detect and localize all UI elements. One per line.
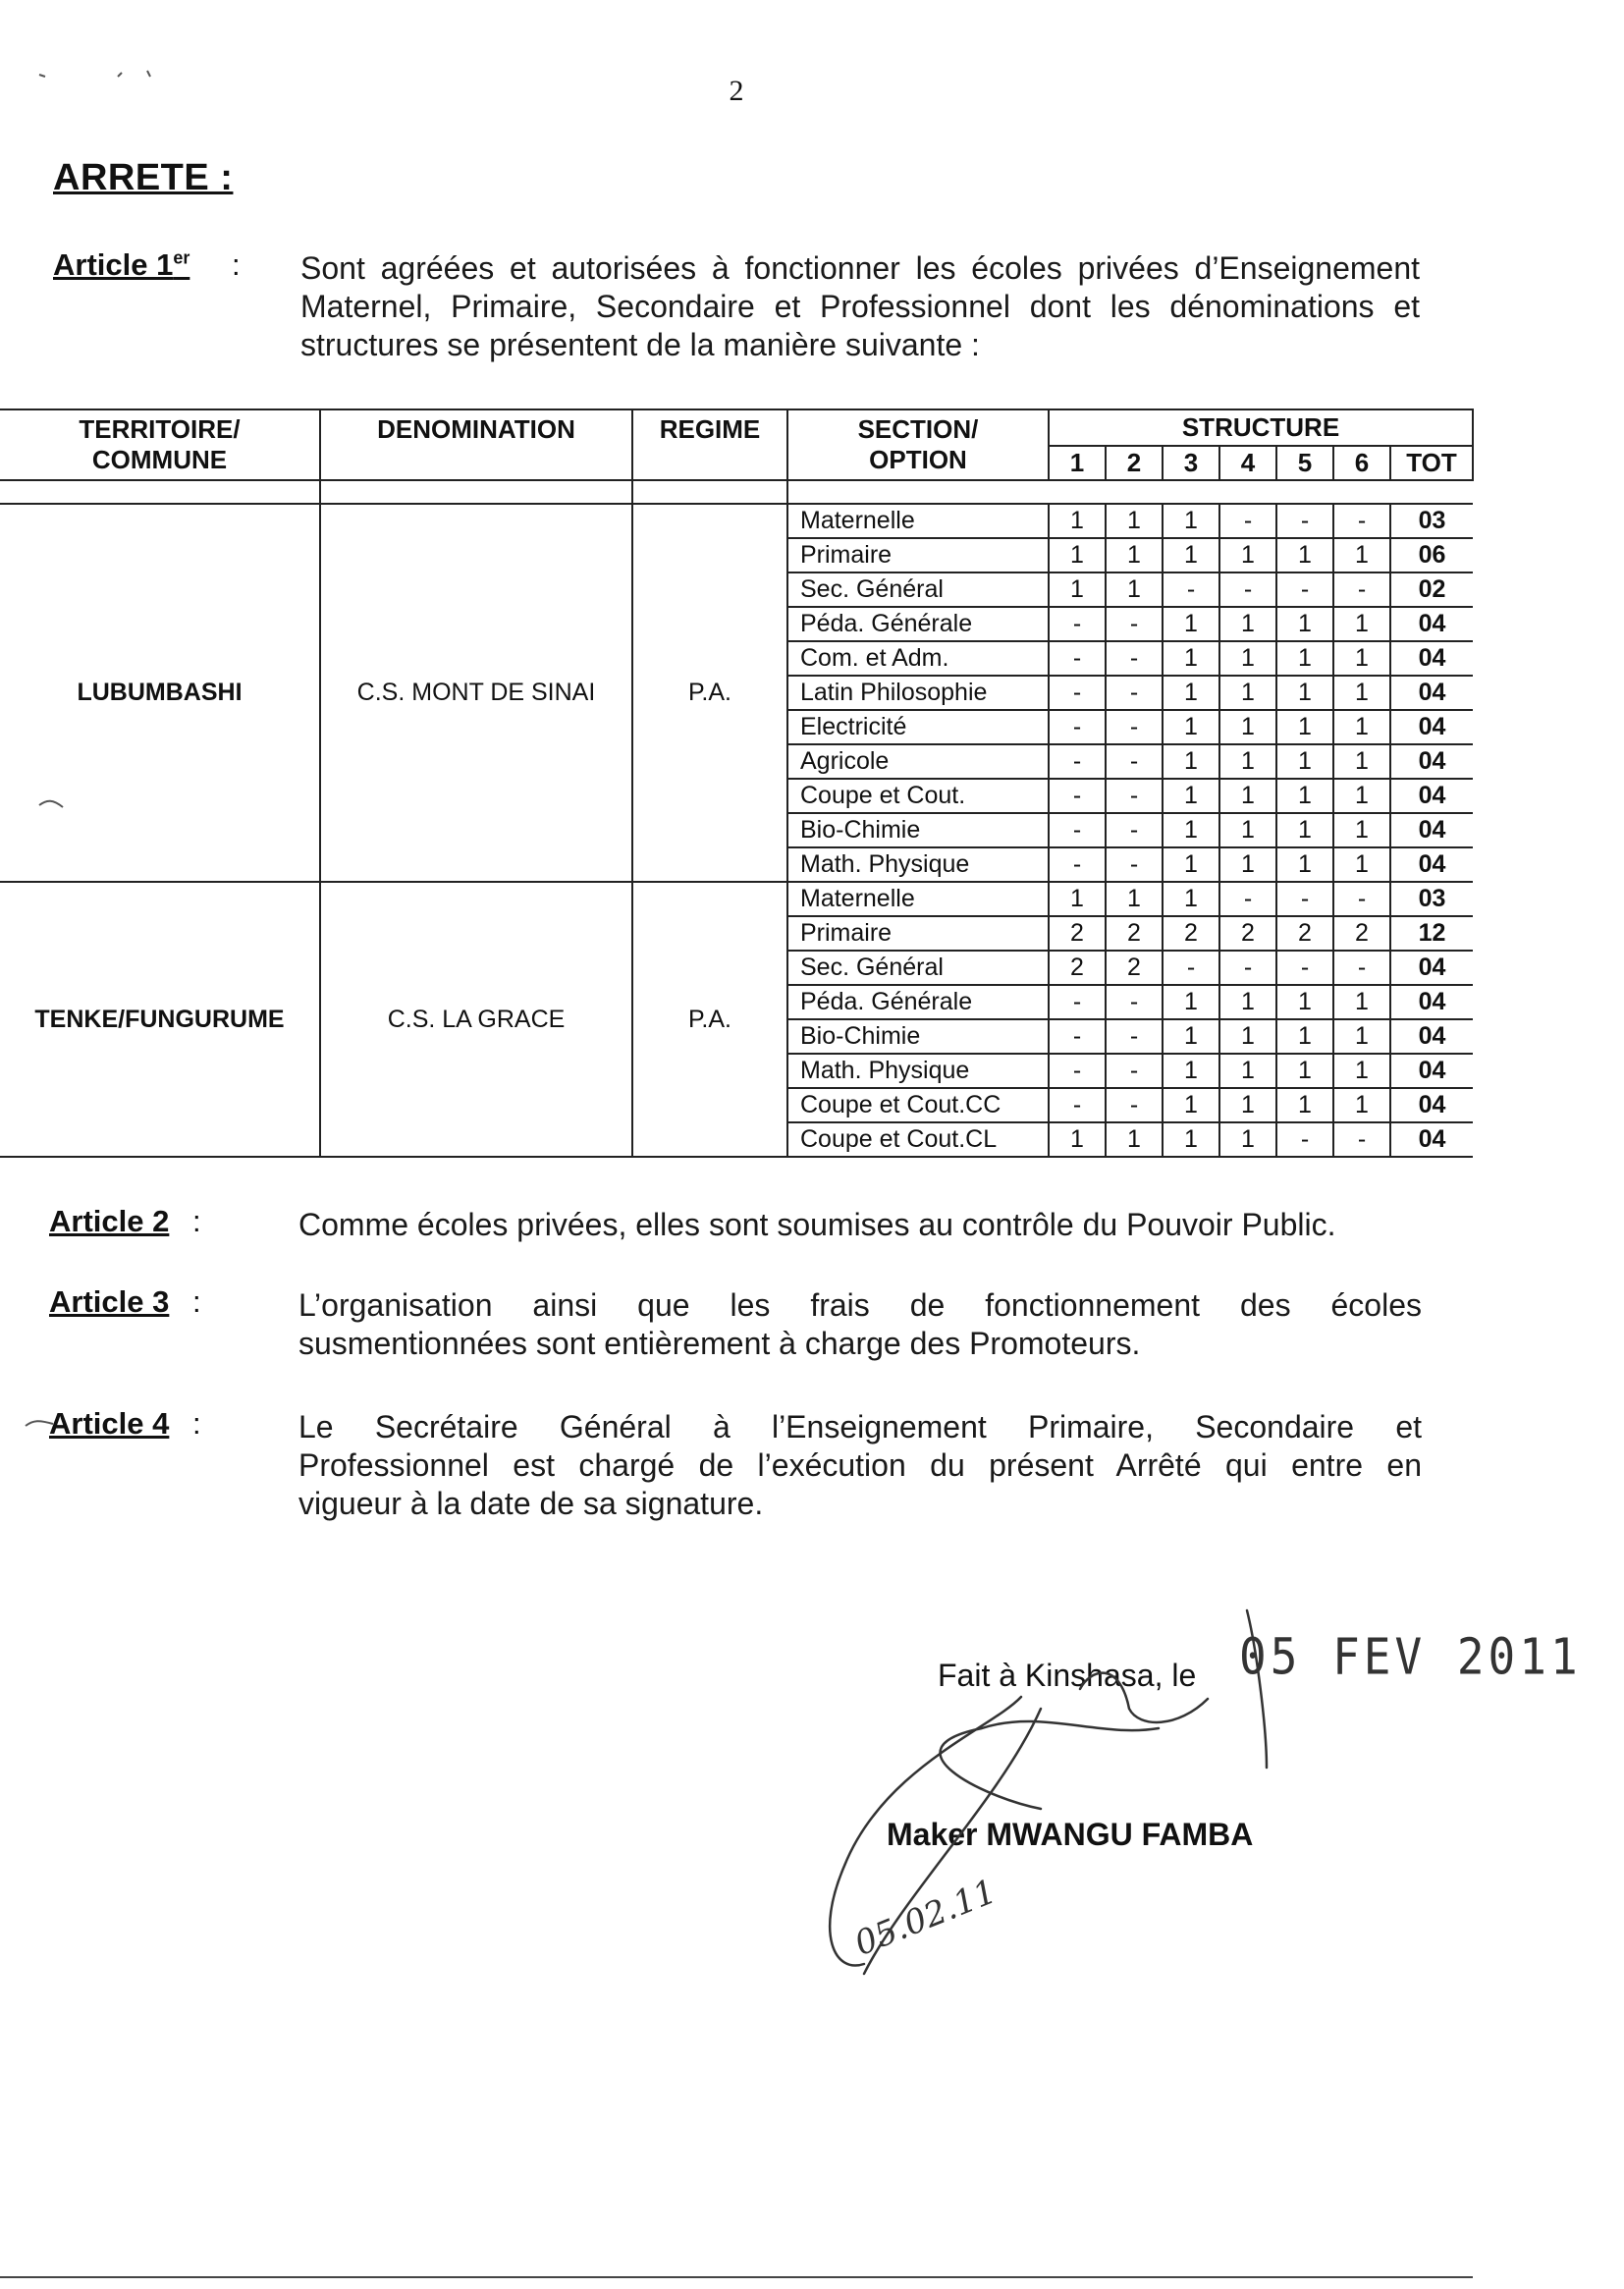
level-cell: - bbox=[1333, 504, 1390, 538]
total-cell: 04 bbox=[1390, 1122, 1473, 1157]
section-cell: Bio-Chimie bbox=[787, 813, 1049, 847]
total-cell: 12 bbox=[1390, 916, 1473, 951]
level-cell: 1 bbox=[1333, 1054, 1390, 1088]
level-cell: 1 bbox=[1106, 882, 1163, 916]
level-cell: 1 bbox=[1276, 985, 1333, 1019]
total-cell: 03 bbox=[1390, 504, 1473, 538]
level-cell: 1 bbox=[1219, 641, 1276, 676]
level-cell: 1 bbox=[1049, 882, 1106, 916]
level-cell: 1 bbox=[1219, 710, 1276, 744]
denomination-cell: C.S. LA GRACE bbox=[320, 882, 632, 1157]
section-cell: Math. Physique bbox=[787, 1054, 1049, 1088]
level-cell: 1 bbox=[1163, 985, 1219, 1019]
level-cell: 1 bbox=[1333, 641, 1390, 676]
header-col: 5 bbox=[1276, 446, 1333, 480]
section-cell: Latin Philosophie bbox=[787, 676, 1049, 710]
total-cell: 04 bbox=[1390, 779, 1473, 813]
article-1-line: Maternel, Primaire, Secondaire et Professionnel dont les dénominations et bbox=[300, 289, 1420, 324]
level-cell: - bbox=[1106, 641, 1163, 676]
scan-mark bbox=[39, 801, 63, 807]
level-cell: - bbox=[1219, 882, 1276, 916]
total-cell: 04 bbox=[1390, 641, 1473, 676]
level-cell: - bbox=[1106, 779, 1163, 813]
level-cell: - bbox=[1106, 1054, 1163, 1088]
level-cell: - bbox=[1049, 1019, 1106, 1054]
scan-mark bbox=[26, 1421, 53, 1426]
level-cell: 2 bbox=[1106, 916, 1163, 951]
article-4-line: Le Secrétaire Général à l’Enseignement Primaire, Secondaire et bbox=[298, 1409, 1422, 1444]
level-cell: 2 bbox=[1106, 951, 1163, 985]
level-cell: - bbox=[1049, 641, 1106, 676]
level-cell: 1 bbox=[1276, 744, 1333, 779]
signature-stroke bbox=[864, 1709, 1041, 1974]
level-cell: 1 bbox=[1163, 710, 1219, 744]
level-cell: - bbox=[1049, 1054, 1106, 1088]
level-cell: 1 bbox=[1049, 1122, 1106, 1157]
level-cell: 1 bbox=[1333, 744, 1390, 779]
level-cell: 1 bbox=[1276, 538, 1333, 572]
level-cell: - bbox=[1333, 951, 1390, 985]
level-cell: 1 bbox=[1049, 538, 1106, 572]
header-structure: STRUCTURE bbox=[1049, 409, 1473, 446]
level-cell: 1 bbox=[1219, 813, 1276, 847]
level-cell: - bbox=[1049, 813, 1106, 847]
article-2-line: Comme écoles privées, elles sont soumises au contrôle du Pouvoir Public. bbox=[298, 1207, 1336, 1242]
level-cell: - bbox=[1276, 1122, 1333, 1157]
level-cell: 2 bbox=[1163, 916, 1219, 951]
level-cell: - bbox=[1219, 504, 1276, 538]
article-4-line: Professionnel est chargé de l’exécution du présent Arrêté qui entre en bbox=[298, 1447, 1422, 1483]
level-cell: 1 bbox=[1219, 1019, 1276, 1054]
section-cell: Maternelle bbox=[787, 882, 1049, 916]
level-cell: 1 bbox=[1106, 504, 1163, 538]
level-cell: 1 bbox=[1163, 1054, 1219, 1088]
level-cell: 1 bbox=[1163, 676, 1219, 710]
signature-stroke bbox=[830, 1697, 1021, 1966]
total-cell: 03 bbox=[1390, 882, 1473, 916]
level-cell: 1 bbox=[1163, 504, 1219, 538]
scan-mark bbox=[39, 71, 150, 77]
section-cell: Primaire bbox=[787, 538, 1049, 572]
header-col: 2 bbox=[1106, 446, 1163, 480]
level-cell: - bbox=[1333, 1122, 1390, 1157]
level-cell: 1 bbox=[1219, 676, 1276, 710]
section-cell: Coupe et Cout.CL bbox=[787, 1122, 1049, 1157]
level-cell: - bbox=[1106, 607, 1163, 641]
level-cell: 1 bbox=[1163, 779, 1219, 813]
level-cell: 1 bbox=[1333, 1088, 1390, 1122]
level-cell: 2 bbox=[1219, 916, 1276, 951]
total-cell: 04 bbox=[1390, 710, 1473, 744]
level-cell: - bbox=[1106, 710, 1163, 744]
section-cell: Com. et Adm. bbox=[787, 641, 1049, 676]
regime-cell: P.A. bbox=[632, 882, 787, 1157]
section-cell: Coupe et Cout. bbox=[787, 779, 1049, 813]
article-4-label: Article 4 bbox=[49, 1406, 170, 1441]
level-cell: 2 bbox=[1276, 916, 1333, 951]
article-1-title: Article 1er bbox=[53, 247, 190, 282]
level-cell: 1 bbox=[1276, 607, 1333, 641]
total-cell: 04 bbox=[1390, 744, 1473, 779]
date-stamp: 05 FEV 2011 bbox=[1239, 1627, 1582, 1686]
level-cell: 1 bbox=[1106, 572, 1163, 607]
level-cell: 1 bbox=[1219, 538, 1276, 572]
level-cell: 1 bbox=[1333, 779, 1390, 813]
level-cell: - bbox=[1276, 882, 1333, 916]
level-cell: 2 bbox=[1049, 951, 1106, 985]
header-denomination: DENOMINATION bbox=[320, 409, 632, 480]
level-cell: 1 bbox=[1106, 1122, 1163, 1157]
level-cell: 1 bbox=[1163, 1088, 1219, 1122]
section-cell: Sec. Général bbox=[787, 572, 1049, 607]
level-cell: 1 bbox=[1276, 1019, 1333, 1054]
level-cell: - bbox=[1049, 744, 1106, 779]
level-cell: 1 bbox=[1276, 676, 1333, 710]
level-cell: 1 bbox=[1219, 779, 1276, 813]
total-cell: 04 bbox=[1390, 813, 1473, 847]
section-cell: Bio-Chimie bbox=[787, 1019, 1049, 1054]
level-cell: 1 bbox=[1219, 1122, 1276, 1157]
level-cell: - bbox=[1219, 951, 1276, 985]
level-cell: - bbox=[1333, 572, 1390, 607]
article-1-colon: : bbox=[232, 247, 241, 282]
level-cell: 1 bbox=[1163, 607, 1219, 641]
level-cell: 1 bbox=[1219, 847, 1276, 882]
section-cell: Sec. Général bbox=[787, 951, 1049, 985]
level-cell: - bbox=[1106, 813, 1163, 847]
level-cell: 1 bbox=[1276, 813, 1333, 847]
level-cell: 1 bbox=[1333, 1019, 1390, 1054]
level-cell: - bbox=[1276, 504, 1333, 538]
total-cell: 04 bbox=[1390, 1088, 1473, 1122]
level-cell: 1 bbox=[1163, 882, 1219, 916]
signature-stroke bbox=[941, 1721, 1159, 1809]
article-3-label: Article 3 bbox=[49, 1284, 170, 1319]
level-cell: 1 bbox=[1163, 1122, 1219, 1157]
denomination-cell: C.S. MONT DE SINAI bbox=[320, 504, 632, 882]
territoire-cell: TENKE/FUNGURUME bbox=[0, 882, 320, 1157]
level-cell: 1 bbox=[1333, 538, 1390, 572]
level-cell: 1 bbox=[1333, 710, 1390, 744]
level-cell: - bbox=[1106, 1019, 1163, 1054]
level-cell: 1 bbox=[1049, 572, 1106, 607]
level-cell: 2 bbox=[1049, 916, 1106, 951]
signature-stroke bbox=[1080, 1673, 1208, 1722]
level-cell: 1 bbox=[1333, 607, 1390, 641]
level-cell: - bbox=[1049, 676, 1106, 710]
section-cell: Péda. Générale bbox=[787, 607, 1049, 641]
header-regime: REGIME bbox=[632, 409, 787, 480]
section-cell: Electricité bbox=[787, 710, 1049, 744]
article-2-colon: : bbox=[192, 1204, 201, 1238]
total-cell: 04 bbox=[1390, 607, 1473, 641]
level-cell: 1 bbox=[1276, 1088, 1333, 1122]
header-section: SECTION/ OPTION bbox=[787, 409, 1049, 480]
level-cell: 1 bbox=[1219, 985, 1276, 1019]
level-cell: 1 bbox=[1276, 641, 1333, 676]
article-4-colon: : bbox=[192, 1406, 201, 1441]
level-cell: - bbox=[1276, 572, 1333, 607]
article-3-colon: : bbox=[192, 1284, 201, 1319]
section-cell: Maternelle bbox=[787, 504, 1049, 538]
level-cell: 2 bbox=[1333, 916, 1390, 951]
total-cell: 04 bbox=[1390, 847, 1473, 882]
total-cell: 02 bbox=[1390, 572, 1473, 607]
level-cell: - bbox=[1049, 607, 1106, 641]
section-cell: Agricole bbox=[787, 744, 1049, 779]
level-cell: - bbox=[1276, 951, 1333, 985]
section-cell: Primaire bbox=[787, 916, 1049, 951]
total-cell: 04 bbox=[1390, 676, 1473, 710]
level-cell: 1 bbox=[1219, 1088, 1276, 1122]
territoire-cell: LUBUMBASHI bbox=[0, 504, 320, 882]
level-cell: 1 bbox=[1333, 985, 1390, 1019]
level-cell: 1 bbox=[1276, 779, 1333, 813]
level-cell: - bbox=[1219, 572, 1276, 607]
signature-stroke bbox=[1247, 1610, 1267, 1768]
level-cell: 1 bbox=[1163, 744, 1219, 779]
article-1-line: Sont agréées et autorisées à fonctionner les écoles privées d’Enseignement bbox=[300, 250, 1420, 286]
level-cell: 1 bbox=[1333, 676, 1390, 710]
article-3-line: L’organisation ainsi que les frais de fonctionnement des écoles bbox=[298, 1287, 1422, 1323]
level-cell: 1 bbox=[1163, 1019, 1219, 1054]
level-cell: 1 bbox=[1276, 1054, 1333, 1088]
level-cell: 1 bbox=[1049, 504, 1106, 538]
level-cell: 1 bbox=[1276, 847, 1333, 882]
header-col: 1 bbox=[1049, 446, 1106, 480]
level-cell: 1 bbox=[1219, 1054, 1276, 1088]
handwritten-date: 05.02.11 bbox=[849, 1872, 1002, 1964]
total-cell: 04 bbox=[1390, 951, 1473, 985]
level-cell: - bbox=[1163, 572, 1219, 607]
level-cell: - bbox=[1106, 1088, 1163, 1122]
article-3-line: susmentionnées sont entièrement à charge des Promoteurs. bbox=[298, 1326, 1141, 1361]
header-col: 3 bbox=[1163, 446, 1219, 480]
header-col-tot: TOT bbox=[1390, 446, 1473, 480]
section-cell: Coupe et Cout.CC bbox=[787, 1088, 1049, 1122]
page-number: 2 bbox=[729, 75, 744, 107]
article-4-line: vigueur à la date de sa signature. bbox=[298, 1486, 764, 1521]
article-1-line: structures se présentent de la manière suivante : bbox=[300, 327, 980, 362]
level-cell: 1 bbox=[1333, 813, 1390, 847]
section-cell: Math. Physique bbox=[787, 847, 1049, 882]
level-cell: 1 bbox=[1276, 710, 1333, 744]
total-cell: 06 bbox=[1390, 538, 1473, 572]
header-col: 6 bbox=[1333, 446, 1390, 480]
level-cell: 1 bbox=[1163, 813, 1219, 847]
level-cell: - bbox=[1049, 710, 1106, 744]
regime-cell: P.A. bbox=[632, 504, 787, 882]
total-cell: 04 bbox=[1390, 1054, 1473, 1088]
total-cell: 04 bbox=[1390, 1019, 1473, 1054]
level-cell: - bbox=[1106, 985, 1163, 1019]
header-territoire: TERRITOIRE/ COMMUNE bbox=[0, 409, 320, 480]
level-cell: 1 bbox=[1333, 847, 1390, 882]
level-cell: - bbox=[1049, 985, 1106, 1019]
level-cell: - bbox=[1049, 779, 1106, 813]
level-cell: - bbox=[1106, 847, 1163, 882]
total-cell: 04 bbox=[1390, 985, 1473, 1019]
article-2-label: Article 2 bbox=[49, 1204, 170, 1238]
decree-heading: ARRETE : bbox=[53, 157, 234, 198]
level-cell: - bbox=[1049, 847, 1106, 882]
level-cell: 1 bbox=[1219, 607, 1276, 641]
signer-name: Maker MWANGU FAMBA bbox=[887, 1817, 1254, 1852]
level-cell: - bbox=[1333, 882, 1390, 916]
level-cell: - bbox=[1106, 676, 1163, 710]
level-cell: 1 bbox=[1163, 538, 1219, 572]
footer-rule bbox=[0, 2276, 1473, 2278]
level-cell: 1 bbox=[1163, 847, 1219, 882]
level-cell: - bbox=[1049, 1088, 1106, 1122]
level-cell: - bbox=[1163, 951, 1219, 985]
level-cell: 1 bbox=[1163, 641, 1219, 676]
section-cell: Péda. Générale bbox=[787, 985, 1049, 1019]
level-cell: 1 bbox=[1219, 744, 1276, 779]
place-and-date-label: Fait à Kinshasa, le bbox=[938, 1658, 1197, 1693]
header-col: 4 bbox=[1219, 446, 1276, 480]
level-cell: - bbox=[1106, 744, 1163, 779]
level-cell: 1 bbox=[1106, 538, 1163, 572]
